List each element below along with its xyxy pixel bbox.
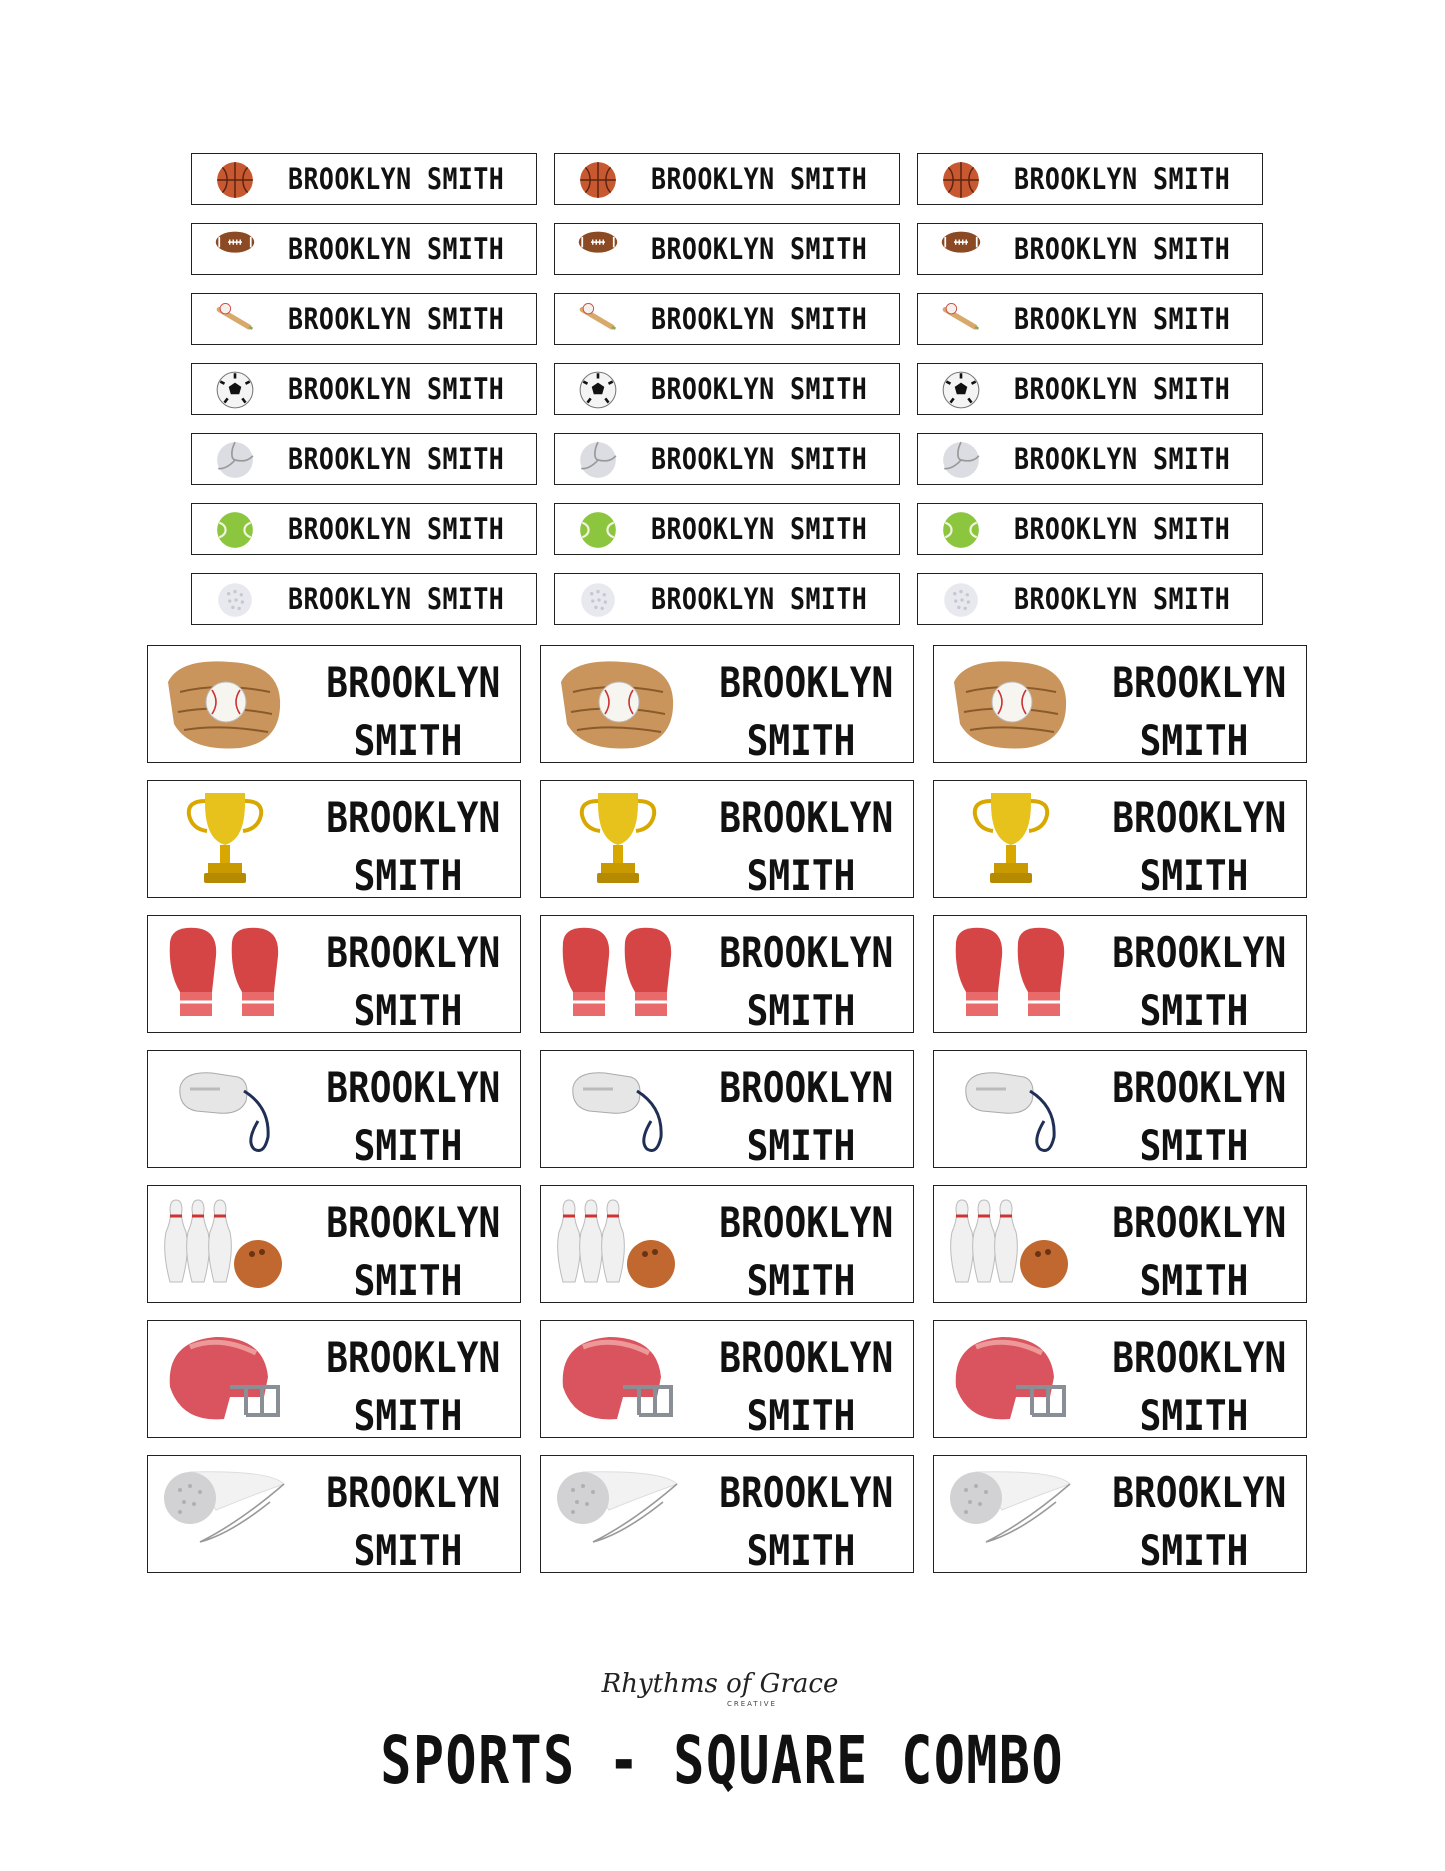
trophy-icon [946, 787, 1076, 891]
small-name-label [191, 223, 537, 275]
label-last-name: SMITH [353, 716, 463, 765]
small-label-name: BROOKLYN SMITH [1014, 232, 1231, 266]
large-label-name [1099, 789, 1289, 905]
label-first-name: BROOKLYN [719, 1333, 894, 1382]
small-label-name: BROOKLYN SMITH [651, 512, 868, 546]
baseball-glove-icon [160, 652, 290, 756]
large-name-label [540, 780, 914, 898]
large-label-name [313, 924, 503, 1040]
large-label-name [706, 654, 896, 770]
football-helmet-icon [160, 1327, 290, 1431]
label-first-name: BROOKLYN [1112, 793, 1287, 842]
tennis-ball-icon [940, 509, 982, 551]
label-first-name: BROOKLYN [326, 1063, 501, 1112]
small-name-label [917, 503, 1263, 555]
small-name-label [554, 223, 900, 275]
small-name-label [917, 363, 1263, 415]
small-name-label [917, 573, 1263, 625]
soccer-ball-icon [214, 369, 256, 411]
svg-text:CREATIVE: CREATIVE [727, 1700, 777, 1708]
small-label-name: BROOKLYN SMITH [288, 512, 505, 546]
label-last-name: SMITH [1139, 716, 1249, 765]
small-name-label [554, 433, 900, 485]
brand-logo [601, 1658, 839, 1716]
label-last-name: SMITH [353, 1391, 463, 1440]
large-name-label [540, 645, 914, 763]
small-name-label [191, 433, 537, 485]
label-first-name: BROOKLYN [326, 1468, 501, 1517]
large-label-name [313, 1329, 503, 1445]
volleyball-icon [577, 439, 619, 481]
large-name-label [933, 1050, 1307, 1168]
label-last-name: SMITH [746, 1391, 856, 1440]
small-label-name: BROOKLYN SMITH [288, 162, 505, 196]
label-first-name: BROOKLYN [719, 1468, 894, 1517]
label-first-name: BROOKLYN [326, 793, 501, 842]
small-name-label [191, 293, 537, 345]
trophy-icon [553, 787, 683, 891]
label-first-name: BROOKLYN [1112, 1198, 1287, 1247]
page-title: SPORTS - SQUARE COMBO [380, 1722, 1065, 1799]
small-name-label [191, 363, 537, 415]
soccer-ball-icon [940, 369, 982, 411]
large-name-label [540, 1050, 914, 1168]
label-first-name: BROOKLYN [1112, 1468, 1287, 1517]
large-label-name [313, 789, 503, 905]
large-name-label [933, 1320, 1307, 1438]
label-last-name: SMITH [746, 986, 856, 1035]
label-first-name: BROOKLYN [1112, 1063, 1287, 1112]
label-first-name: BROOKLYN [1112, 658, 1287, 707]
large-label-name [706, 1059, 896, 1175]
small-label-name: BROOKLYN SMITH [1014, 442, 1231, 476]
golf-ball-swoosh-icon [553, 1462, 683, 1566]
whistle-icon [946, 1057, 1076, 1161]
large-name-label [540, 1320, 914, 1438]
label-first-name: BROOKLYN [719, 928, 894, 977]
bowling-icon [553, 1192, 683, 1296]
large-name-label [933, 915, 1307, 1033]
large-label-name [313, 1464, 503, 1580]
large-name-label [933, 645, 1307, 763]
small-name-label [917, 153, 1263, 205]
golf-ball-icon [577, 579, 619, 621]
football-icon [214, 229, 256, 271]
baseball-bat-icon [214, 299, 256, 341]
label-last-name: SMITH [1139, 1526, 1249, 1575]
label-last-name: SMITH [746, 851, 856, 900]
large-label-name [1099, 654, 1289, 770]
football-helmet-icon [553, 1327, 683, 1431]
label-first-name: BROOKLYN [719, 658, 894, 707]
small-label-name: BROOKLYN SMITH [651, 582, 868, 616]
golf-ball-swoosh-icon [160, 1462, 290, 1566]
small-label-grid [191, 153, 1264, 625]
tennis-ball-icon [214, 509, 256, 551]
label-last-name: SMITH [746, 716, 856, 765]
small-label-name: BROOKLYN SMITH [288, 582, 505, 616]
small-label-name: BROOKLYN SMITH [651, 442, 868, 476]
label-last-name: SMITH [1139, 1121, 1249, 1170]
label-last-name: SMITH [1139, 1256, 1249, 1305]
small-label-name: BROOKLYN SMITH [1014, 162, 1231, 196]
label-first-name: BROOKLYN [326, 928, 501, 977]
small-name-label [554, 363, 900, 415]
volleyball-icon [214, 439, 256, 481]
large-label-name [1099, 1059, 1289, 1175]
large-label-grid [147, 645, 1309, 1573]
large-name-label [540, 1185, 914, 1303]
small-label-name: BROOKLYN SMITH [1014, 372, 1231, 406]
golf-ball-icon [940, 579, 982, 621]
boxing-gloves-icon [946, 922, 1076, 1026]
small-name-label [554, 293, 900, 345]
label-first-name: BROOKLYN [719, 793, 894, 842]
large-name-label [147, 1455, 521, 1573]
boxing-gloves-icon [160, 922, 290, 1026]
football-icon [940, 229, 982, 271]
large-label-name [706, 924, 896, 1040]
small-name-label [554, 503, 900, 555]
small-label-name: BROOKLYN SMITH [1014, 582, 1231, 616]
label-first-name: BROOKLYN [1112, 1333, 1287, 1382]
tennis-ball-icon [577, 509, 619, 551]
label-last-name: SMITH [353, 1526, 463, 1575]
label-first-name: BROOKLYN [326, 1333, 501, 1382]
large-name-label [933, 1455, 1307, 1573]
large-label-name [706, 1329, 896, 1445]
bowling-icon [946, 1192, 1076, 1296]
small-label-name: BROOKLYN SMITH [1014, 302, 1231, 336]
whistle-icon [553, 1057, 683, 1161]
bowling-icon [160, 1192, 290, 1296]
large-label-name [313, 1194, 503, 1310]
large-label-name [1099, 1194, 1289, 1310]
label-last-name: SMITH [746, 1121, 856, 1170]
label-first-name: BROOKLYN [326, 1198, 501, 1247]
large-label-name [1099, 924, 1289, 1040]
label-first-name: BROOKLYN [719, 1063, 894, 1112]
basketball-icon [214, 159, 256, 201]
small-label-name: BROOKLYN SMITH [288, 372, 505, 406]
large-name-label [933, 1185, 1307, 1303]
large-label-name [313, 1059, 503, 1175]
large-label-name [706, 789, 896, 905]
small-label-name: BROOKLYN SMITH [651, 302, 868, 336]
small-name-label [191, 573, 537, 625]
baseball-glove-icon [553, 652, 683, 756]
small-name-label [917, 293, 1263, 345]
small-name-label [554, 153, 900, 205]
label-last-name: SMITH [353, 986, 463, 1035]
label-first-name: BROOKLYN [326, 658, 501, 707]
small-name-label [917, 223, 1263, 275]
label-last-name: SMITH [1139, 1391, 1249, 1440]
football-icon [577, 229, 619, 271]
golf-ball-swoosh-icon [946, 1462, 1076, 1566]
large-name-label [540, 1455, 914, 1573]
whistle-icon [160, 1057, 290, 1161]
baseball-bat-icon [940, 299, 982, 341]
large-name-label [147, 1320, 521, 1438]
large-name-label [147, 1050, 521, 1168]
volleyball-icon [940, 439, 982, 481]
small-name-label [191, 503, 537, 555]
large-name-label [147, 645, 521, 763]
golf-ball-icon [214, 579, 256, 621]
baseball-glove-icon [946, 652, 1076, 756]
large-name-label [540, 915, 914, 1033]
label-last-name: SMITH [746, 1526, 856, 1575]
small-label-name: BROOKLYN SMITH [288, 302, 505, 336]
large-name-label [147, 780, 521, 898]
label-last-name: SMITH [1139, 986, 1249, 1035]
large-name-label [933, 780, 1307, 898]
svg-text:Rhythms of Grace: Rhythms of Grace [601, 1669, 839, 1699]
small-name-label [554, 573, 900, 625]
football-helmet-icon [946, 1327, 1076, 1431]
basketball-icon [940, 159, 982, 201]
large-label-name [313, 654, 503, 770]
basketball-icon [577, 159, 619, 201]
large-label-name [706, 1464, 896, 1580]
small-label-name: BROOKLYN SMITH [288, 442, 505, 476]
large-name-label [147, 1185, 521, 1303]
small-label-name: BROOKLYN SMITH [651, 232, 868, 266]
boxing-gloves-icon [553, 922, 683, 1026]
large-label-name [1099, 1329, 1289, 1445]
label-last-name: SMITH [353, 1256, 463, 1305]
small-label-name: BROOKLYN SMITH [288, 232, 505, 266]
small-label-name: BROOKLYN SMITH [651, 372, 868, 406]
large-label-name [1099, 1464, 1289, 1580]
baseball-bat-icon [577, 299, 619, 341]
label-first-name: BROOKLYN [1112, 928, 1287, 977]
trophy-icon [160, 787, 290, 891]
small-label-name: BROOKLYN SMITH [1014, 512, 1231, 546]
large-label-name [706, 1194, 896, 1310]
small-label-name: BROOKLYN SMITH [651, 162, 868, 196]
label-last-name: SMITH [746, 1256, 856, 1305]
label-last-name: SMITH [353, 851, 463, 900]
label-last-name: SMITH [1139, 851, 1249, 900]
large-name-label [147, 915, 521, 1033]
label-last-name: SMITH [353, 1121, 463, 1170]
small-name-label [917, 433, 1263, 485]
label-first-name: BROOKLYN [719, 1198, 894, 1247]
soccer-ball-icon [577, 369, 619, 411]
small-name-label [191, 153, 537, 205]
